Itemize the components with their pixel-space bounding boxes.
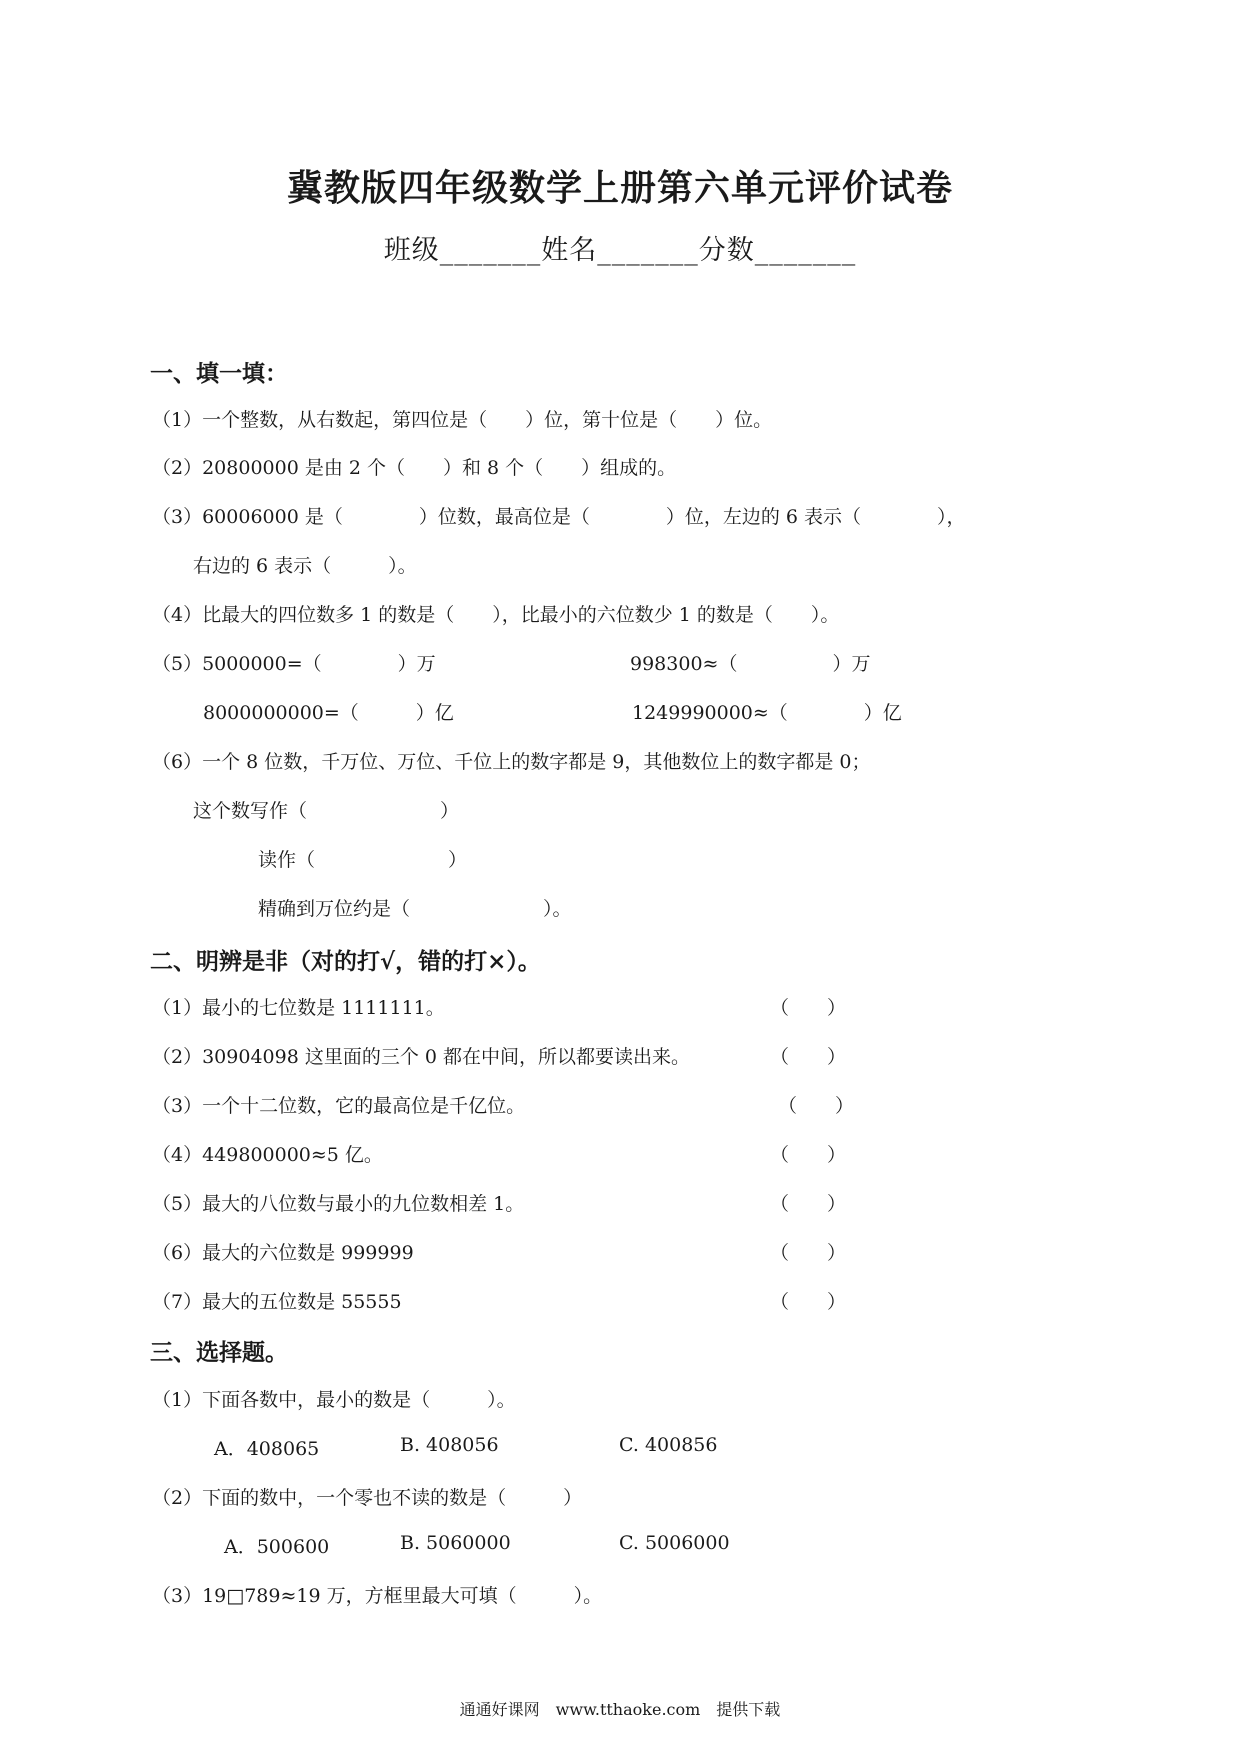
true-false-answer-blank: （ ） [770,1242,847,1264]
question-3-2-option-a: A．500600 [224,1536,330,1558]
question-3-1: （1）下面各数中，最小的数是（ ）。 [152,1389,516,1411]
question-1-6-round: 精确到万位约是（ ）。 [258,898,572,920]
question-1-5-right-b: 1249990000≈（ ）亿 [632,702,902,724]
page-title: 冀教版四年级数学上册第六单元评价试卷 [286,167,953,209]
section-heading-multiple-choice: 三、选择题。 [150,1339,288,1366]
question-1-3: （3）60006000 是（ ）位数，最高位是（ ）位，左边的 6 表示（ ）， [152,506,966,528]
question-3-1-option-b: B. 408056 [400,1434,499,1456]
question-3-2-option-c: C. 5006000 [619,1532,730,1554]
section-heading-fill-in: 一、填一填： [150,360,288,387]
section-heading-true-false: 二、明辨是非（对的打√，错的打×）。 [150,948,541,975]
true-false-answer-blank: （ ） [770,1193,847,1215]
question-1-4: （4）比最大的四位数多 1 的数是（ ），比最小的六位数少 1 的数是（ ）。 [152,604,840,626]
true-false-item: （5）最大的八位数与最小的九位数相差 1。 [152,1193,525,1215]
question-1-1: （1）一个整数，从右数起，第四位是（ ）位，第十位是（ ）位。 [152,409,773,431]
question-1-6: （6）一个 8 位数，千万位、万位、千位上的数字都是 9，其他数位上的数字都是 0； [152,751,871,773]
true-false-answer-blank: （ ） [770,1046,847,1068]
true-false-answer-blank: （ ） [778,1095,855,1117]
true-false-item: （7）最大的五位数是 55555 [152,1291,402,1313]
true-false-item: （2）30904098 这里面的三个 0 都在中间，所以都要读出来。 [152,1046,691,1068]
question-3-1-option-a: A．408065 [214,1438,320,1460]
student-info-line: 班级_______姓名_______分数_______ [383,235,857,266]
question-1-5-left-b: 8000000000=（ ）亿 [203,702,454,724]
question-1-5-right-a: 998300≈（ ）万 [630,653,871,675]
true-false-answer-blank: （ ） [770,1144,847,1166]
true-false-item: （1）最小的七位数是 1111111。 [152,997,445,1019]
question-3-3: （3）19□789≈19 万，方框里最大可填（ ）。 [152,1585,603,1607]
question-3-2: （2）下面的数中，一个零也不读的数是（ ） [152,1487,583,1509]
true-false-answer-blank: （ ） [770,1291,847,1313]
question-1-3-continued: 右边的 6 表示（ ）。 [193,555,417,577]
footer-credit: 通通好课网 www.tthaoke.com 提供下载 [459,1700,781,1719]
question-3-2-option-b: B. 5060000 [400,1532,511,1554]
true-false-item: （3）一个十二位数，它的最高位是千亿位。 [152,1095,526,1117]
question-1-5-left-a: （5）5000000=（ ）万 [152,653,436,675]
question-1-2: （2）20800000 是由 2 个（ ）和 8 个（ ）组成的。 [152,457,677,479]
true-false-answer-blank: （ ） [770,997,847,1019]
true-false-item: （4）449800000≈5 亿。 [152,1144,383,1166]
question-3-1-option-c: C. 400856 [619,1434,718,1456]
question-1-6-read: 读作（ ） [258,849,468,871]
question-1-6-write: 这个数写作（ ） [193,800,460,822]
true-false-item: （6）最大的六位数是 999999 [152,1242,414,1264]
